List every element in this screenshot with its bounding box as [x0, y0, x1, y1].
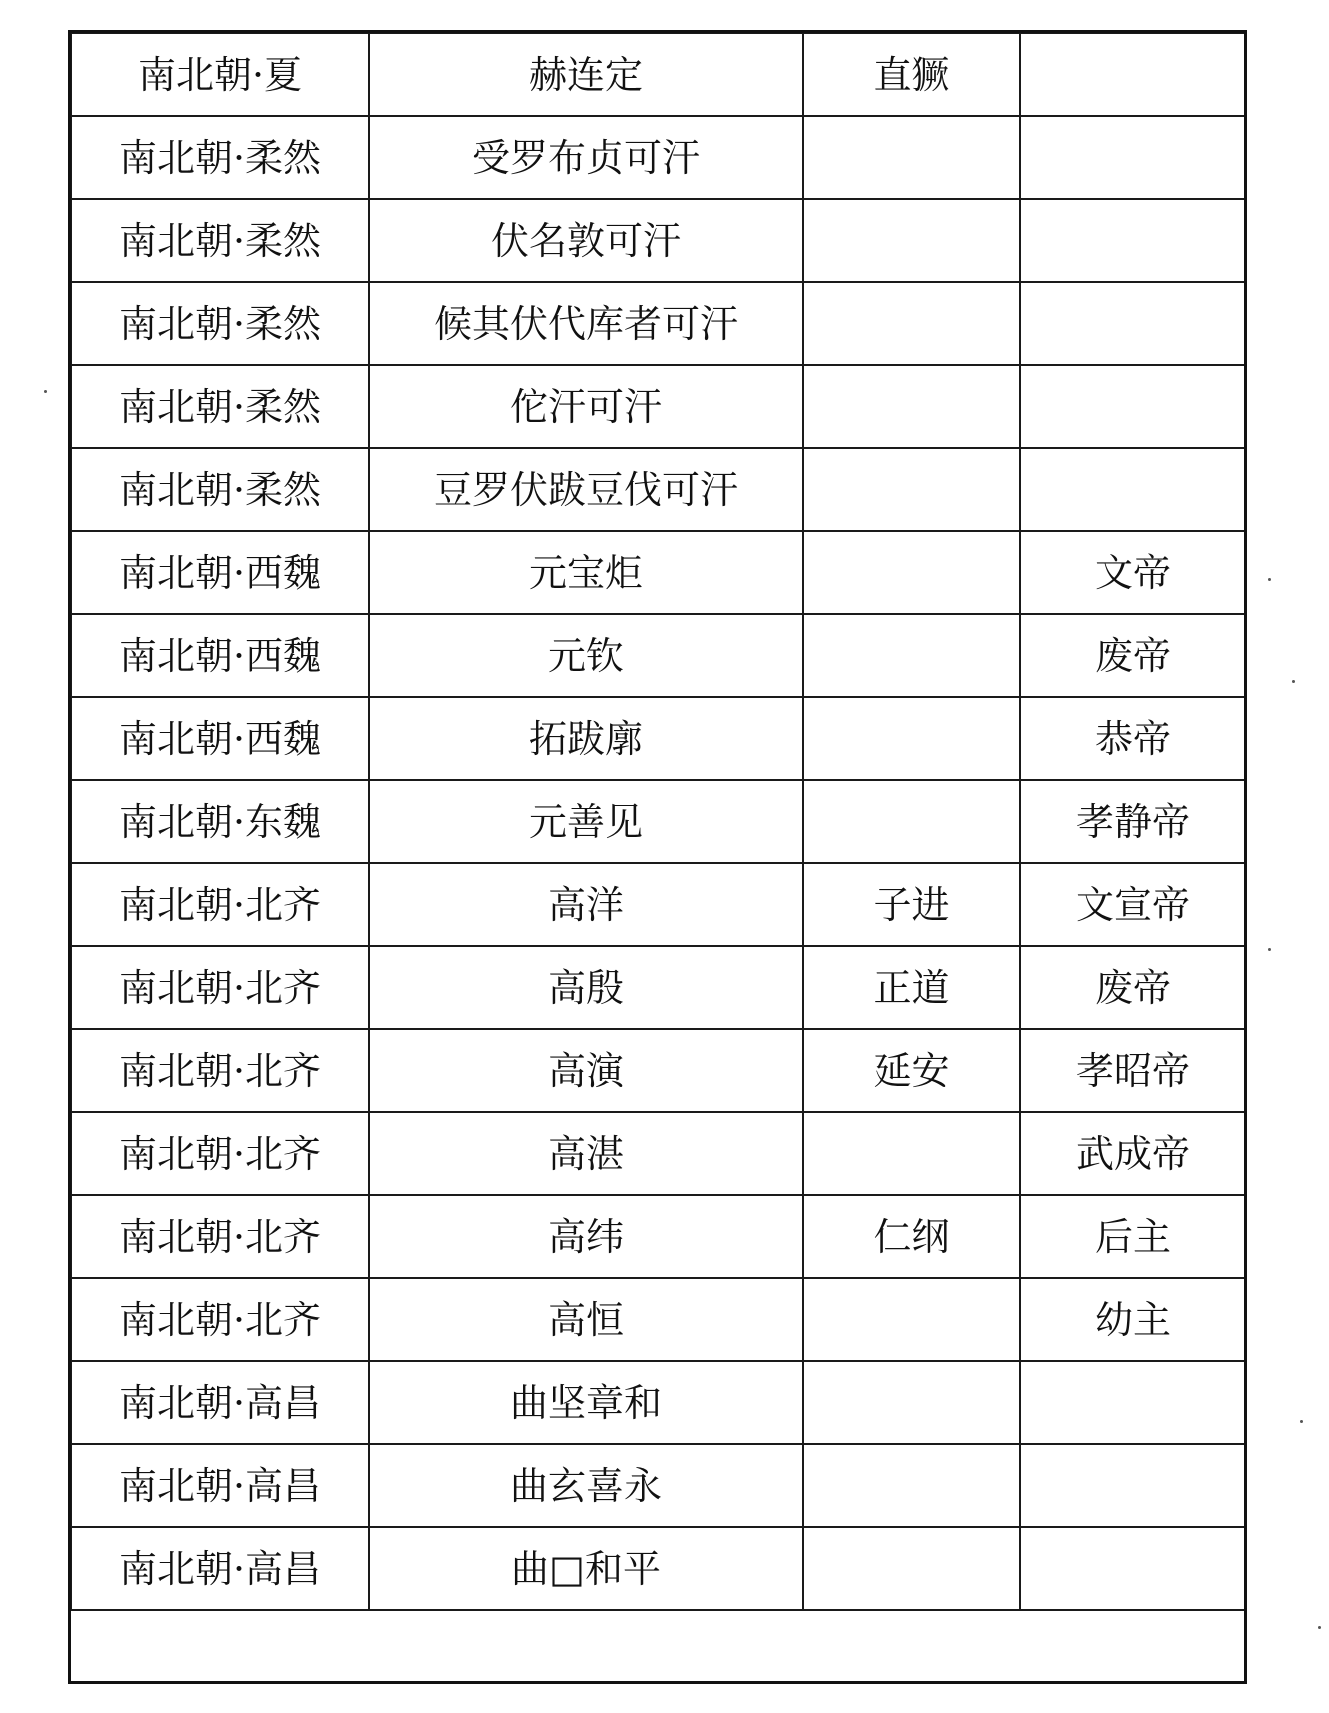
courtesy-name-cell	[803, 1361, 1020, 1444]
title-cell: 孝静帝	[1020, 780, 1246, 863]
title-cell: 幼主	[1020, 1278, 1246, 1361]
table-row	[71, 1361, 1246, 1444]
name-cell: 元宝炬	[369, 531, 803, 614]
dynasty-cell: 南北朝·北齐	[71, 863, 369, 946]
courtesy-name-cell: 直獗	[803, 33, 1020, 116]
dynasty-cell: 南北朝·高昌	[71, 1444, 369, 1527]
title-cell: 废帝	[1020, 946, 1246, 1029]
name-cell: 元钦	[369, 614, 803, 697]
title-cell	[1020, 1527, 1246, 1610]
courtesy-name-cell	[803, 697, 1020, 780]
name-cell: 佗汗可汗	[369, 365, 803, 448]
name-cell: 伏名敦可汗	[369, 199, 803, 282]
scan-speck	[44, 390, 47, 393]
name-cell: 豆罗伏跋豆伐可汗	[369, 448, 803, 531]
title-cell	[1020, 282, 1246, 365]
courtesy-name-cell	[803, 116, 1020, 199]
courtesy-name-cell	[803, 1278, 1020, 1361]
courtesy-name-cell: 子进	[803, 863, 1020, 946]
name-cell: 曲□和平	[369, 1527, 803, 1610]
name-cell: 受罗布贞可汗	[369, 116, 803, 199]
courtesy-name-cell	[803, 780, 1020, 863]
title-cell: 孝昭帝	[1020, 1029, 1246, 1112]
title-cell: 武成帝	[1020, 1112, 1246, 1195]
courtesy-name-cell	[803, 614, 1020, 697]
title-cell: 文帝	[1020, 531, 1246, 614]
name-cell: 高纬	[369, 1195, 803, 1278]
dynasty-cell: 南北朝·柔然	[71, 116, 369, 199]
courtesy-name-cell	[803, 1527, 1020, 1610]
name-cell: 高洋	[369, 863, 803, 946]
courtesy-name-cell: 仁纲	[803, 1195, 1020, 1278]
title-cell	[1020, 448, 1246, 531]
table-row	[71, 946, 1246, 1029]
dynasty-cell: 南北朝·西魏	[71, 614, 369, 697]
table-row	[71, 116, 1246, 199]
table-row	[71, 448, 1246, 531]
title-cell	[1020, 1361, 1246, 1444]
name-cell: 高演	[369, 1029, 803, 1112]
scan-speck	[1292, 680, 1295, 683]
dynasty-cell: 南北朝·西魏	[71, 697, 369, 780]
courtesy-name-cell: 延安	[803, 1029, 1020, 1112]
dynasty-cell: 南北朝·北齐	[71, 946, 369, 1029]
table-row	[71, 1527, 1246, 1610]
title-cell	[1020, 365, 1246, 448]
scan-speck	[1268, 948, 1271, 951]
name-cell: 拓跋廓	[369, 697, 803, 780]
courtesy-name-cell	[803, 365, 1020, 448]
dynasty-cell: 南北朝·柔然	[71, 282, 369, 365]
name-cell: 候其伏代库者可汗	[369, 282, 803, 365]
title-cell	[1020, 1444, 1246, 1527]
title-cell	[1020, 116, 1246, 199]
courtesy-name-cell	[803, 282, 1020, 365]
name-cell: 赫连定	[369, 33, 803, 116]
dynasty-ruler-table	[70, 32, 1247, 1611]
name-cell: 高湛	[369, 1112, 803, 1195]
table-row	[71, 780, 1246, 863]
scan-speck	[1268, 578, 1271, 581]
courtesy-name-cell	[803, 1444, 1020, 1527]
table-row	[71, 697, 1246, 780]
name-cell: 曲坚章和	[369, 1361, 803, 1444]
dynasty-cell: 南北朝·高昌	[71, 1361, 369, 1444]
title-cell: 文宣帝	[1020, 863, 1246, 946]
dynasty-cell: 南北朝·柔然	[71, 199, 369, 282]
dynasty-cell: 南北朝·北齐	[71, 1112, 369, 1195]
dynasty-cell: 南北朝·北齐	[71, 1278, 369, 1361]
table-row	[71, 1278, 1246, 1361]
dynasty-cell: 南北朝·北齐	[71, 1029, 369, 1112]
name-cell: 元善见	[369, 780, 803, 863]
title-cell: 后主	[1020, 1195, 1246, 1278]
table-row	[71, 282, 1246, 365]
title-cell: 废帝	[1020, 614, 1246, 697]
dynasty-cell: 南北朝·西魏	[71, 531, 369, 614]
table-row	[71, 863, 1246, 946]
dynasty-cell: 南北朝·柔然	[71, 448, 369, 531]
courtesy-name-cell	[803, 199, 1020, 282]
table-row	[71, 1029, 1246, 1112]
name-cell: 高殷	[369, 946, 803, 1029]
courtesy-name-cell: 正道	[803, 946, 1020, 1029]
title-cell: 恭帝	[1020, 697, 1246, 780]
table-row	[71, 1444, 1246, 1527]
dynasty-cell: 南北朝·北齐	[71, 1195, 369, 1278]
table-row	[71, 199, 1246, 282]
table-row	[71, 33, 1246, 116]
table-body	[71, 33, 1246, 1610]
table-row	[71, 365, 1246, 448]
courtesy-name-cell	[803, 531, 1020, 614]
title-cell	[1020, 199, 1246, 282]
dynasty-cell: 南北朝·高昌	[71, 1527, 369, 1610]
dynasty-cell: 南北朝·夏	[71, 33, 369, 116]
table-row	[71, 1195, 1246, 1278]
dynasty-cell: 南北朝·东魏	[71, 780, 369, 863]
name-cell: 高恒	[369, 1278, 803, 1361]
dynasty-cell: 南北朝·柔然	[71, 365, 369, 448]
name-cell: 曲玄喜永	[369, 1444, 803, 1527]
table-row	[71, 614, 1246, 697]
scan-speck	[1318, 1626, 1321, 1629]
courtesy-name-cell	[803, 1112, 1020, 1195]
title-cell	[1020, 33, 1246, 116]
table-row	[71, 531, 1246, 614]
table-row	[71, 1112, 1246, 1195]
courtesy-name-cell	[803, 448, 1020, 531]
scan-speck	[1300, 1420, 1303, 1423]
